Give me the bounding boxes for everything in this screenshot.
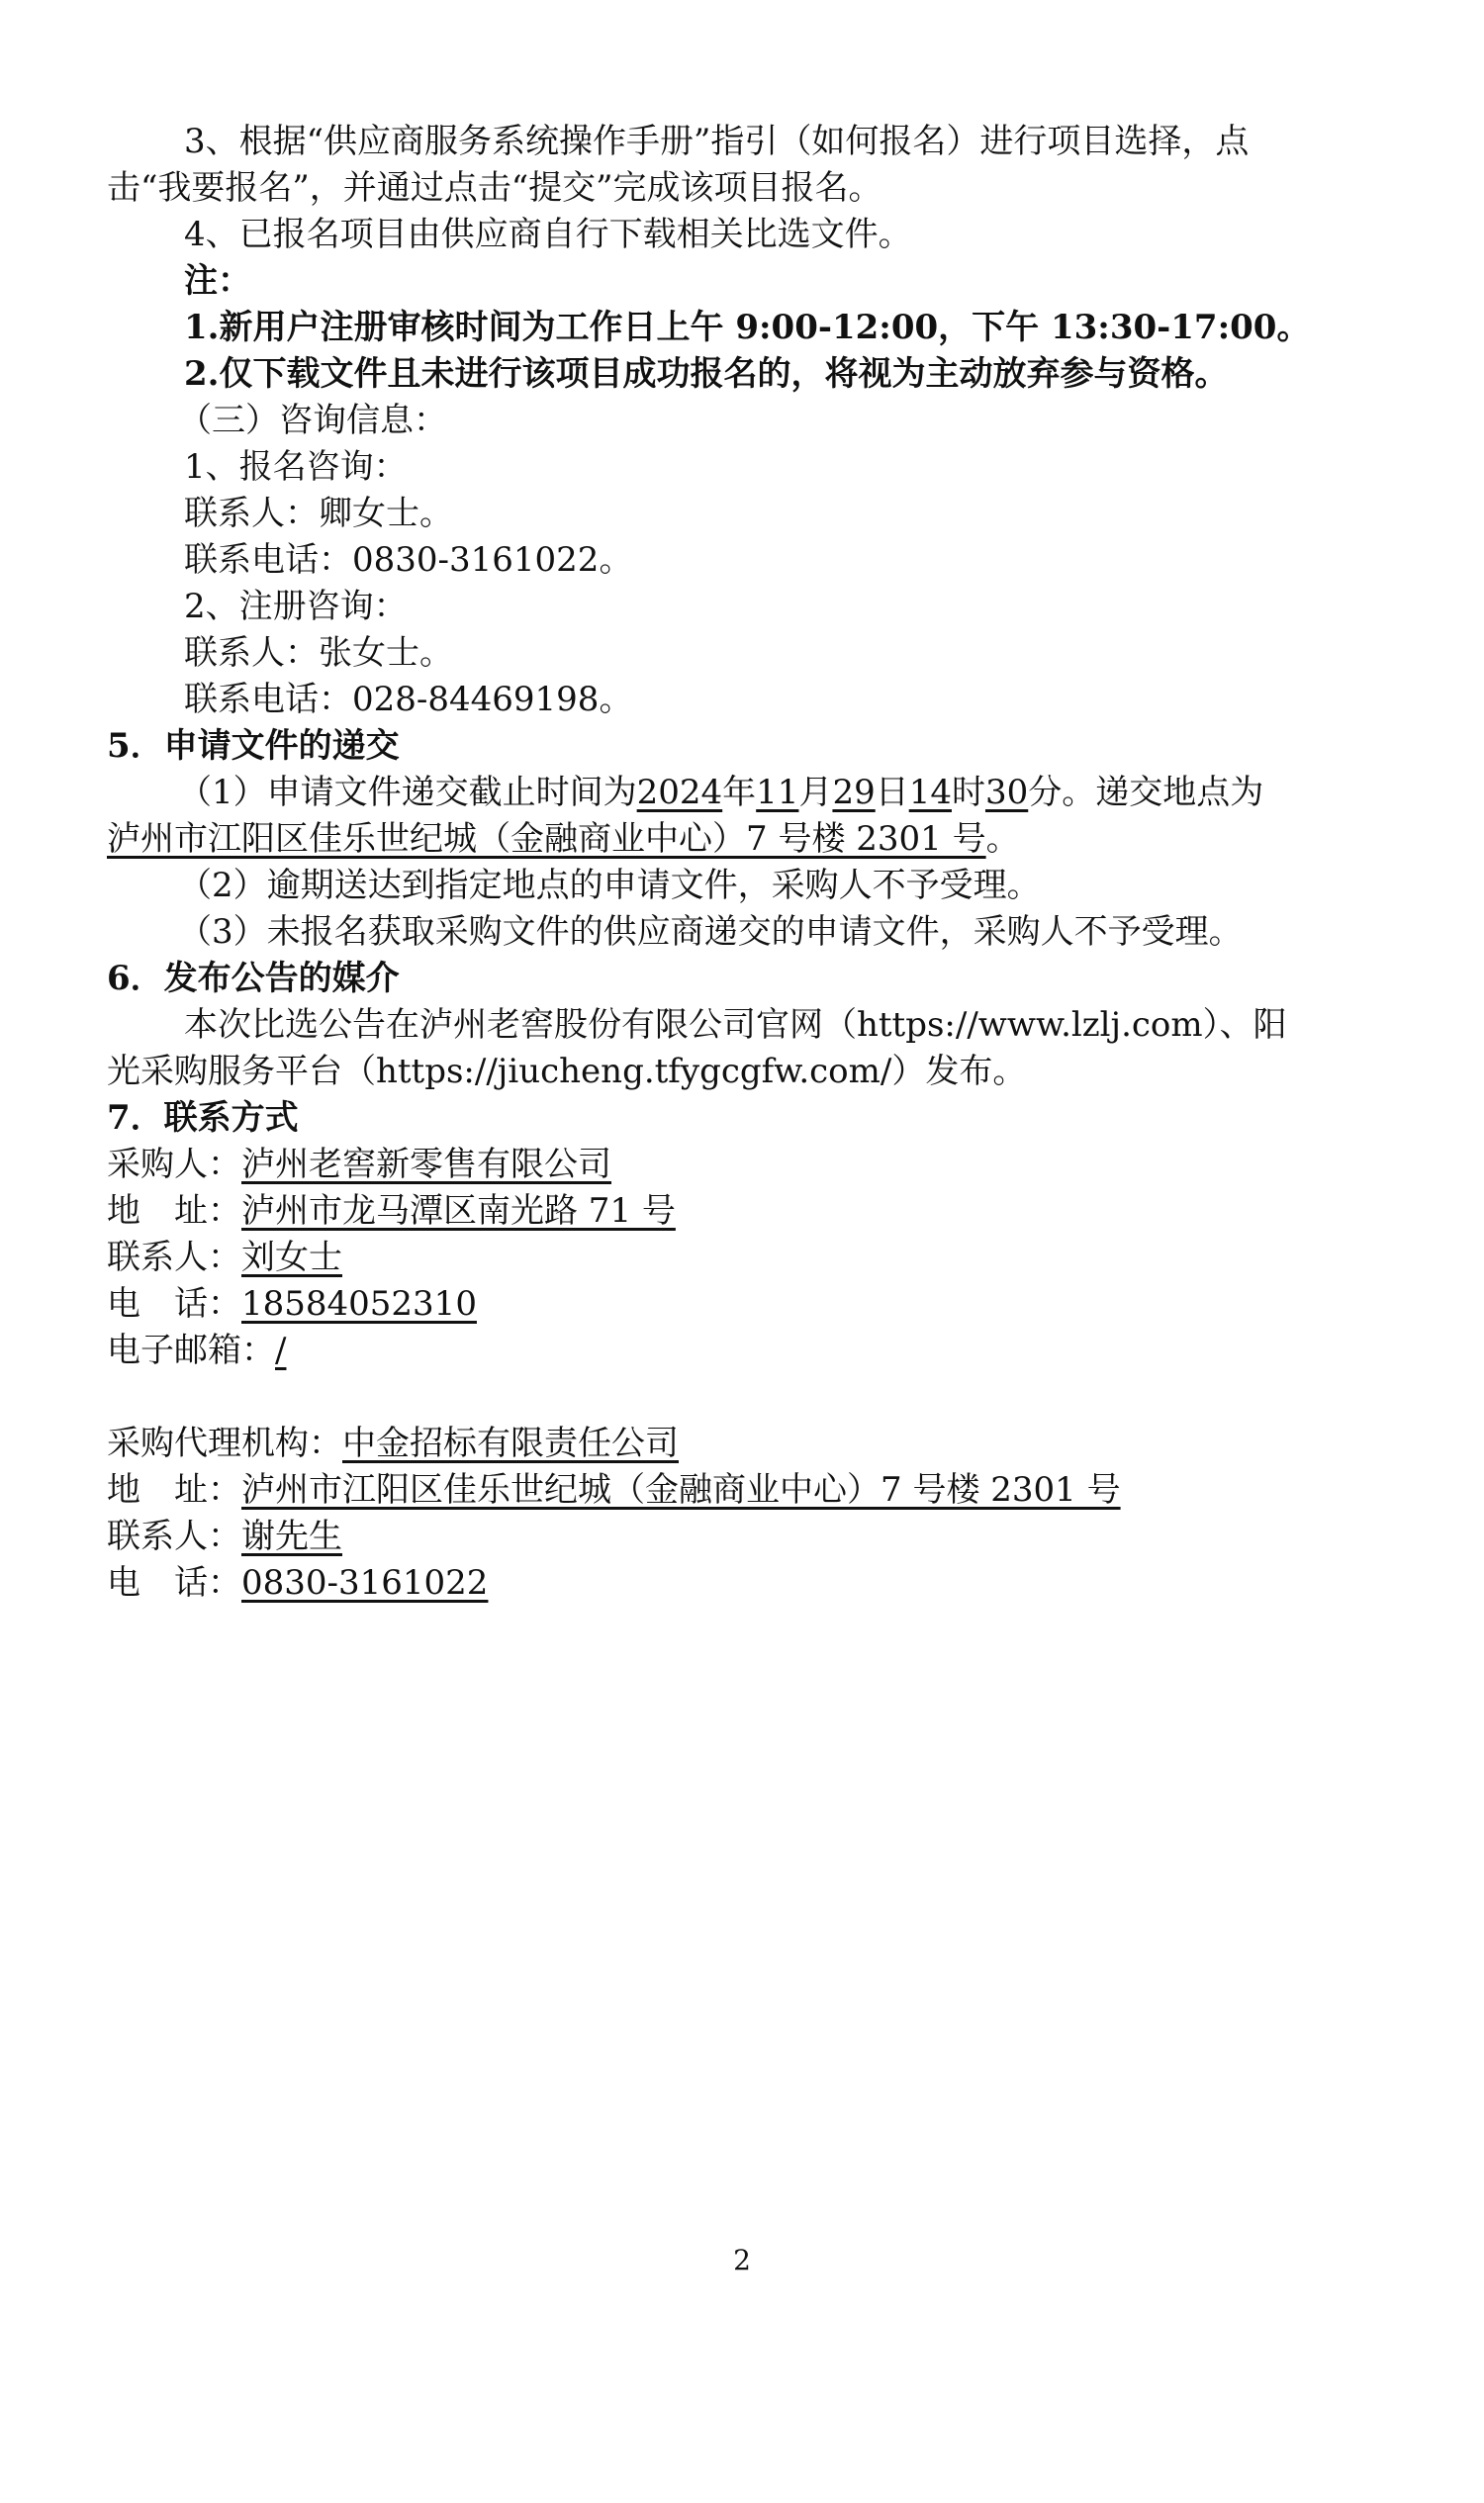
purchaser-address: 泸州市龙马潭区南光路 71 号 xyxy=(241,1191,676,1231)
section-6-line2: 光采购服务平台（https://jiucheng.tfygcgfw.com/）发布。 xyxy=(107,1052,1027,1091)
purchaser-phone-row: 电 话：18584052310 xyxy=(107,1284,477,1324)
agency-contact-row: 联系人：谢先生 xyxy=(107,1517,342,1556)
purchaser-name-row: 采购人：泸州老窖新零售有限公司 xyxy=(107,1145,611,1184)
purchaser-email-row: 电子邮箱：/ xyxy=(107,1331,287,1370)
section-5-p1: （1）申请文件递交截止时间为2024年11月29日14时30分。递交地点为 xyxy=(178,773,1264,812)
note-2: 2.仅下载文件且未进行该项目成功报名的，将视为主动放弃参与资格。 xyxy=(184,354,1229,394)
section-5-p3: （3）未报名获取采购文件的供应商递交的申请文件，采购人不予受理。 xyxy=(178,912,1243,952)
purchaser-contact-row: 联系人：刘女士 xyxy=(107,1238,342,1277)
note-1: 1.新用户注册审核时间为工作日上午 9:00-12:00，下午 13:30-17:00。 xyxy=(184,308,1311,347)
purchaser-addr-row: 地 址：泸州市龙马潭区南光路 71 号 xyxy=(107,1191,676,1231)
consult1-title: 1、报名咨询： xyxy=(184,447,408,487)
section-5-place: 泸州市江阳区佳乐世纪城（金融商业中心）7 号楼 2301 号。 xyxy=(107,819,1020,859)
agency-phone-row: 电 话：0830-3161022 xyxy=(107,1563,489,1603)
purchaser-email: / xyxy=(275,1331,287,1370)
purchaser-name: 泸州老窖新零售有限公司 xyxy=(241,1145,611,1184)
note-title: 注： xyxy=(184,261,251,301)
purchaser-phone: 18584052310 xyxy=(241,1284,477,1324)
consult1-contact: 联系人：卿女士。 xyxy=(184,494,453,533)
agency-name: 中金招标有限责任公司 xyxy=(342,1424,679,1463)
section-5-p2: （2）逾期送达到指定地点的申请文件，采购人不予受理。 xyxy=(178,866,1041,905)
section-5-title: 5．申请文件的递交 xyxy=(107,726,400,766)
page-number: 2 xyxy=(733,2244,751,2276)
item4: 4、已报名项目由供应商自行下载相关比选文件。 xyxy=(184,215,912,254)
deadline-year: 2024 xyxy=(636,773,723,812)
consult2-contact: 联系人：张女士。 xyxy=(184,633,453,673)
consult2-title: 2、注册咨询： xyxy=(184,587,408,626)
agency-phone: 0830-3161022 xyxy=(241,1563,489,1603)
section-7-title: 7．联系方式 xyxy=(107,1098,299,1138)
item3-line2: 击“我要报名”，并通过点击“提交”完成该项目报名。 xyxy=(107,168,882,208)
consult-title: （三）咨询信息： xyxy=(178,401,447,440)
purchaser-contact: 刘女士 xyxy=(241,1238,342,1277)
item3-line1: 3、根据“供应商服务系统操作手册”指引（如何报名）进行项目选择，点 xyxy=(184,122,1250,161)
agency-addr-row: 地 址：泸州市江阳区佳乐世纪城（金融商业中心）7 号楼 2301 号 xyxy=(107,1470,1121,1510)
section-6-line1: 本次比选公告在泸州老窖股份有限公司官网（https://www.lzlj.com）、阳 xyxy=(184,1005,1287,1045)
consult1-phone: 联系电话：0830-3161022。 xyxy=(184,540,633,580)
deadline-month: 11 xyxy=(756,773,799,812)
consult2-phone: 联系电话：028-84469198。 xyxy=(184,680,633,719)
deadline-minute: 30 xyxy=(984,773,1029,812)
deadline-hour: 14 xyxy=(908,773,952,812)
agency-contact: 谢先生 xyxy=(241,1517,342,1556)
submission-place: 泸州市江阳区佳乐世纪城（金融商业中心）7 号楼 2301 号 xyxy=(107,819,986,859)
deadline-day: 29 xyxy=(832,773,876,812)
section-6-title: 6．发布公告的媒介 xyxy=(107,959,400,998)
agency-address: 泸州市江阳区佳乐世纪城（金融商业中心）7 号楼 2301 号 xyxy=(241,1470,1121,1510)
agency-name-row: 采购代理机构：中金招标有限责任公司 xyxy=(107,1424,679,1463)
